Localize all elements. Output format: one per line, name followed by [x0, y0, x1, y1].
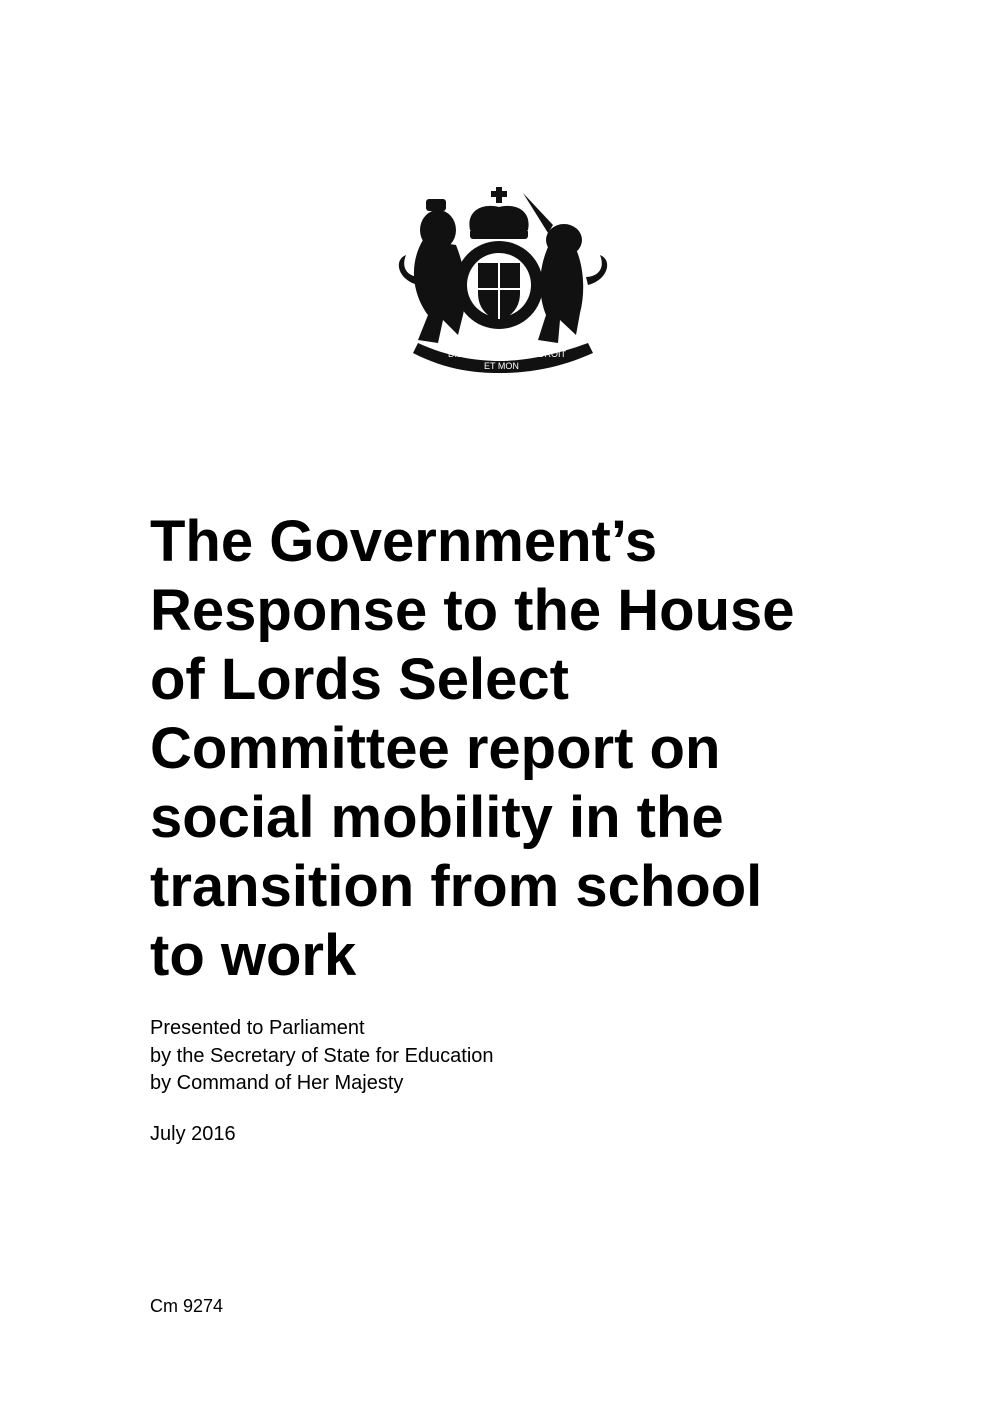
svg-text:ET MON: ET MON [484, 361, 519, 371]
svg-text:DIEU: DIEU [448, 349, 470, 359]
presented-line: by the Secretary of State for Education [150, 1044, 494, 1067]
title-line: of Lords Select [150, 647, 569, 712]
publication-date: July 2016 [150, 1123, 236, 1145]
title-line: to work [150, 923, 357, 988]
presentation-statement [150, 1015, 494, 1098]
title-line: Response to the House [150, 578, 795, 643]
title-line: Committee report on [150, 716, 721, 781]
document-title [150, 507, 795, 990]
title-line: The Government’s [150, 509, 658, 574]
svg-text:DROIT: DROIT [538, 349, 566, 359]
presented-line: by Command of Her Majesty [150, 1072, 404, 1094]
title-line: transition from school [150, 854, 763, 919]
command-number: Cm 9274 [150, 1296, 224, 1316]
title-line: social mobility in the [150, 785, 724, 850]
royal-coat-of-arms-icon [388, 185, 618, 373]
presented-line: Presented to Parliament [150, 1017, 365, 1039]
